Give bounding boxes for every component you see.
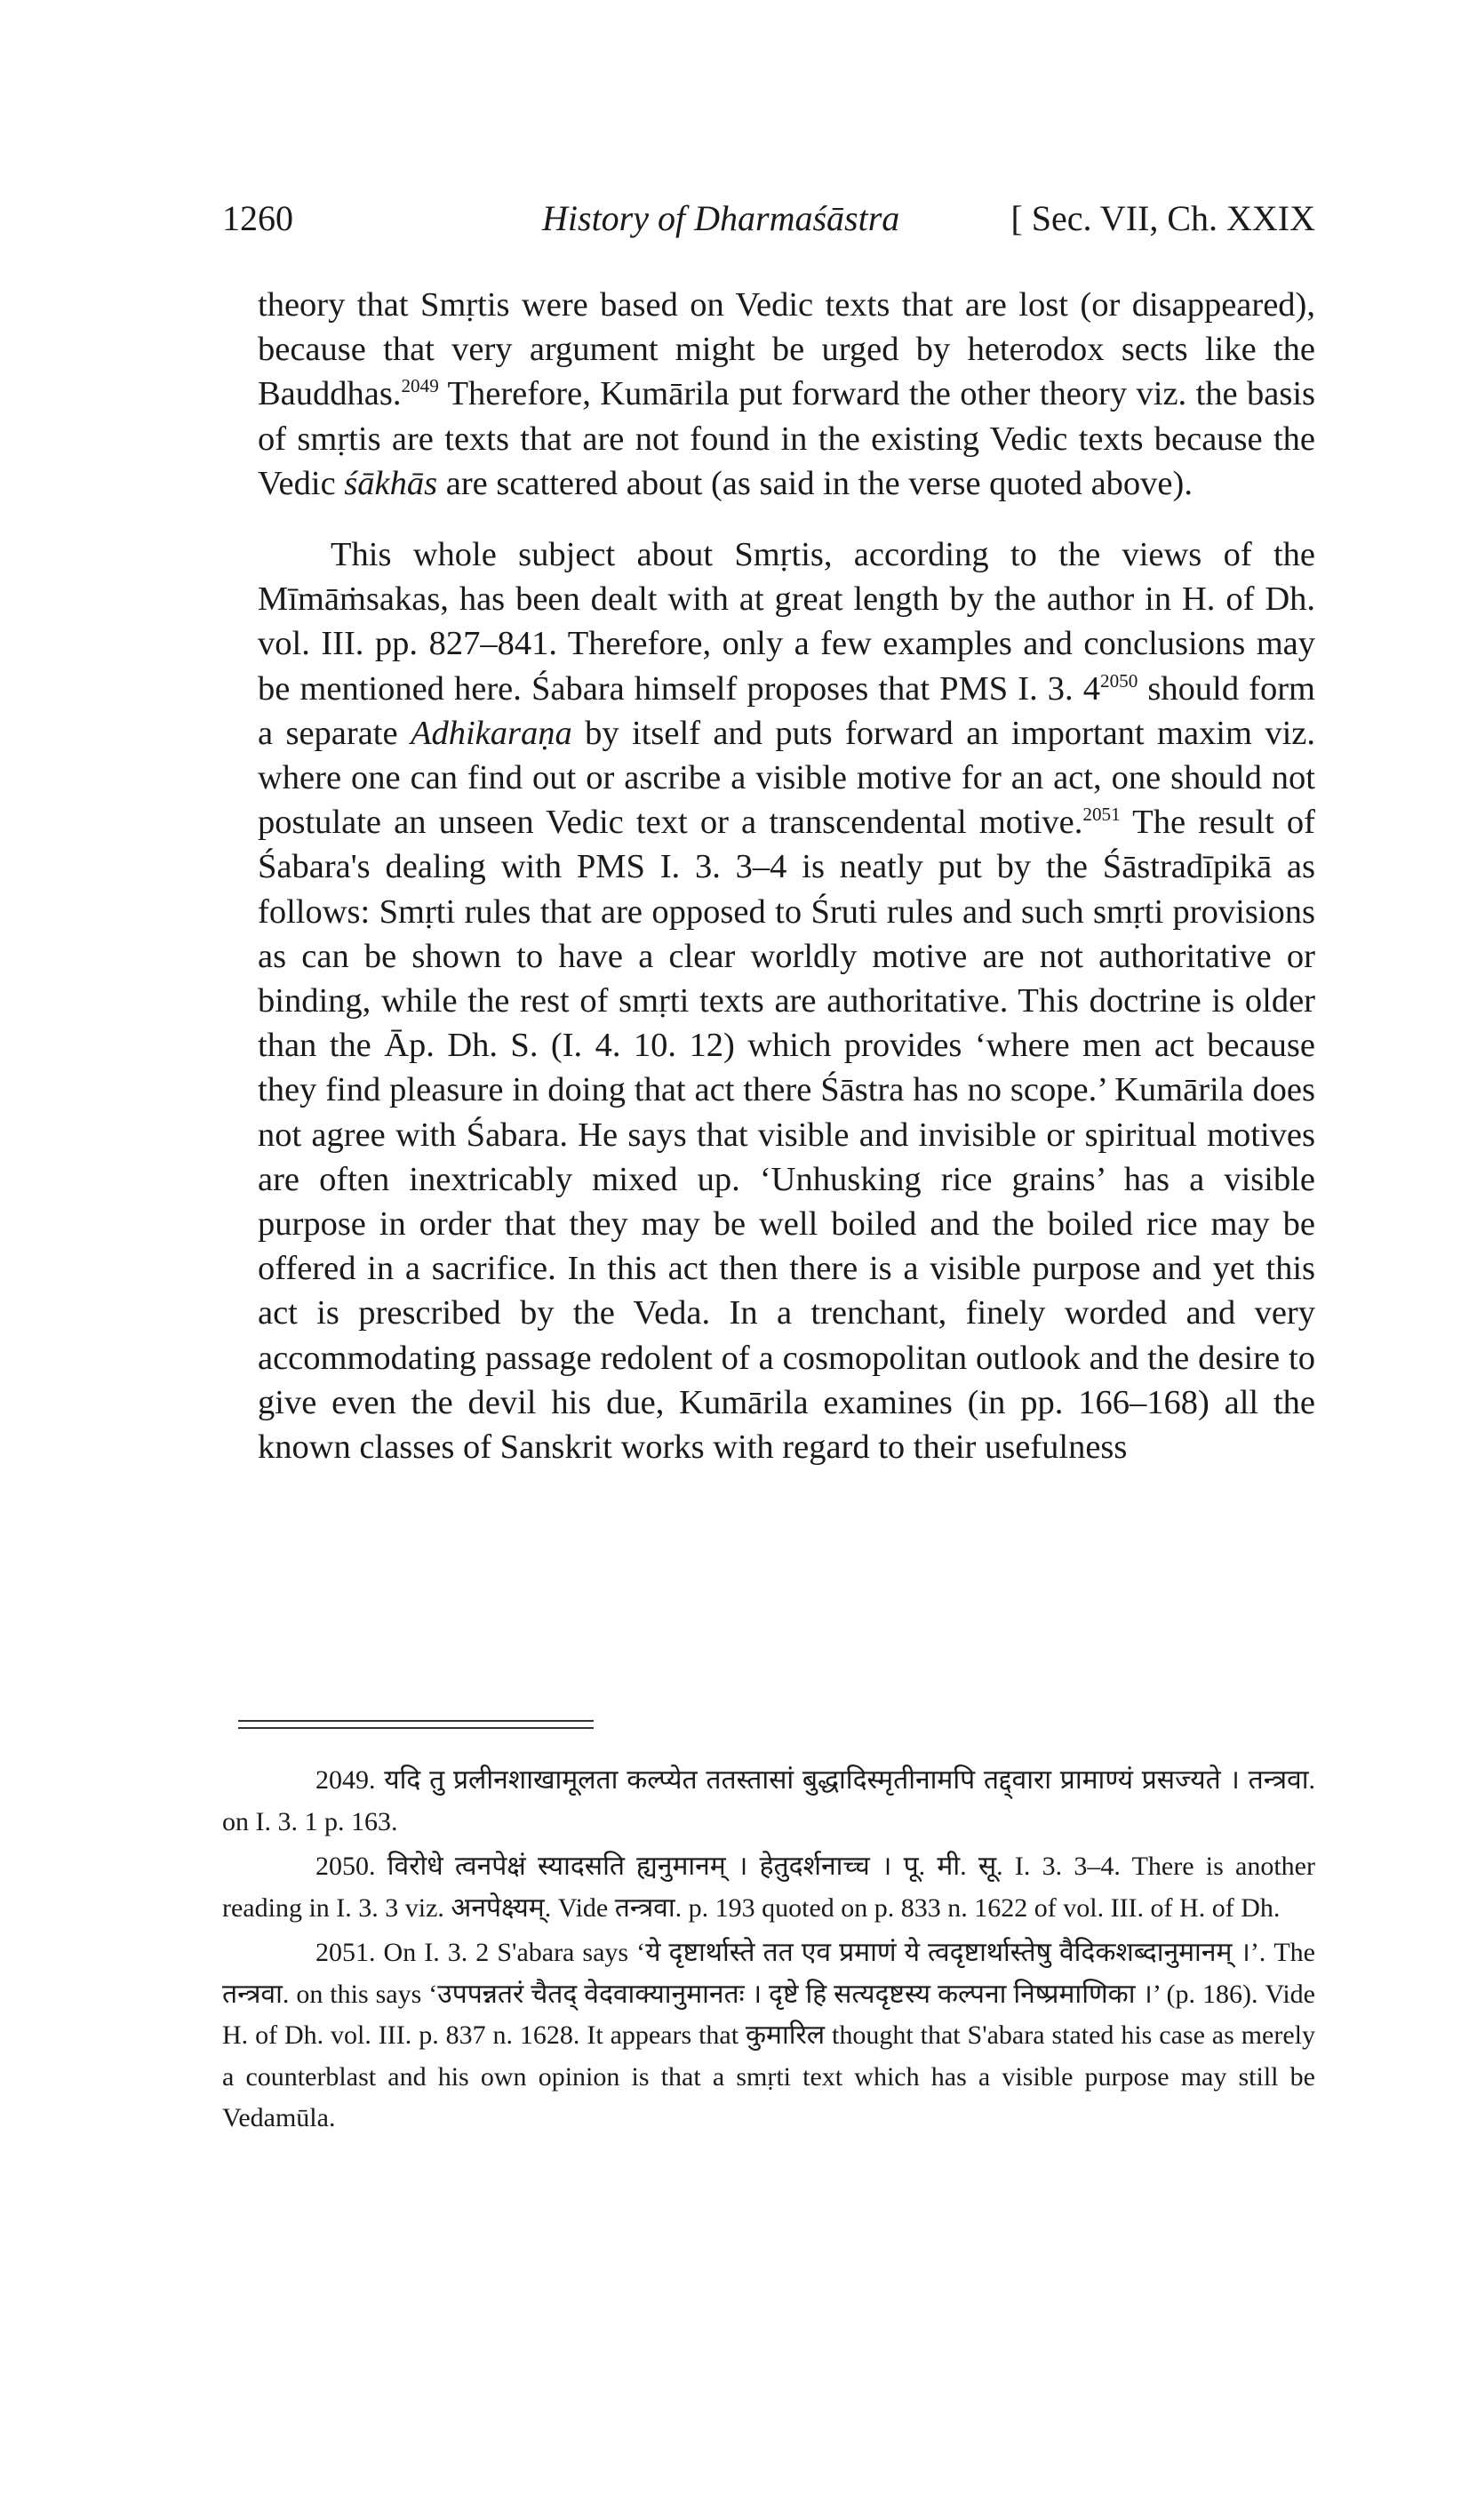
footnote-ref: 2050 (1100, 669, 1138, 692)
page-number: 1260 (222, 198, 293, 238)
footnote: 2049. यदि तु प्रलीनशाखामूलता कल्प्येत ततस्तासां बुद्धादिस्मृतीनामपि तद्द्वारा प्रामाण्यं प्रसज्यते । तन्त्रवा. on I. 3. 1 p. 163. (222, 1765, 1315, 1836)
main-text (258, 283, 1315, 1469)
italic-term: Adhikaraṇa (410, 714, 572, 752)
paragraph-text: should form a separate (258, 669, 1315, 752)
footnote-ref: 2049 (401, 375, 439, 397)
paragraph (258, 532, 1315, 1469)
footnotes (222, 1760, 1315, 2140)
paragraph-text: theory that Smṛtis were based on Vedic texts that are lost (or disappeared), because that very argument might be urged by heterodox sects like the Bauddhas. (258, 286, 1315, 413)
page-header (222, 197, 1315, 251)
paragraph-text: This whole subject about Smṛtis, according to the views of the Mīmāṁsakas, has been dealt with at great length by the author in H. of Dh. vol. III. pp. 827–841. Therefore, only a few examples and conclusions may be mentioned here. Śabara himself proposes that PMS I. 3. 4 (258, 536, 1315, 708)
paragraph (258, 283, 1315, 506)
footnote-divider (238, 1720, 594, 1729)
running-title: History of Dharmaśāstra (542, 198, 900, 238)
italic-term: śākhās (344, 464, 438, 502)
paragraph-text: are scattered about (as said in the verse quoted above). (437, 464, 1193, 502)
paragraph-text: The result of Śabara's dealing with PMS I. 3. 3–4 is neatly put by the Śāstradīpikā as follows: Smṛti rules that are opposed to Śruti rules and such smṛti provisions as can be shown to have a clear worldly motive are not authoritative or binding, while the rest of smṛti texts are authoritative. This doctrine is older than the Āp. Dh. S. (I. 4. 10. 12) which provides ‘where men act because they find pleasure in doing that act there Śāstra has no scope.’ Kumārila does not agree with Śabara. He says that visible and invisible or spiritual motives are often inextricably mixed up. ‘Unhusking rice grains’ has a visible purpose in order that they may be well boiled and the boiled rice may be offered in a sacrifice. In this act then there is a visible purpose and yet this act is prescribed by the Veda. In a trenchant, finely worded and very accommodating passage redolent of a cosmopolitan outlook and the desire to give even the devil his due, Kumārila examines (in pp. 166–168) all the known classes of Sanskrit works with regard to their usefulness (258, 804, 1315, 1467)
footnote: 2051. On I. 3. 2 S'abara says ‘ये दृष्टार्थास्ते तत एव प्रमाणं ये त्वदृष्टार्थास्तेषु वैदिकशब्दानुमानम् ।’. The तन्त्रवा. on this says ‘उपपन्नतरं चैतद् वेदवाक्यानुमानतः । दृष्टे हि सत्यदृष्टस्य कल्पना निष्प्रमाणिका ।’ (p. 186). Vide H. of Dh. vol. III. p. 837 n. 1628. It appears that कुमारिल thought that S'abara stated his case as merely a counterblast and his own opinion is that a smṛti text which has a visible purpose may still be Vedamūla. (222, 1938, 1315, 2132)
paragraph-text: by itself and puts forward an important maxim viz. where one can find out or ascribe a visible motive for an act, one should not postulate an unseen Vedic text or a transcendental motive. (258, 714, 1315, 842)
footnote-ref: 2051 (1082, 804, 1121, 826)
paragraph-text: Therefore, Kumārila put forward the other theory viz. the basis of smṛtis are texts that are not found in the existing Vedic texts because the Vedic (258, 375, 1315, 502)
footnote: 2050. विरोधे त्वनपेक्षं स्यादसति ह्यनुमानम् । हेतुदर्शनाच्च । पू. मी. सू. I. 3. 3–4. There is another reading in I. 3. 3 viz. अनपेक्ष्यम्. Vide तन्त्रवा. p. 193 quoted on p. 833 n. 1622 of vol. III. of H. of Dh. (222, 1852, 1315, 1923)
section-reference: [ Sec. VII, Ch. XXIX (1010, 198, 1315, 238)
